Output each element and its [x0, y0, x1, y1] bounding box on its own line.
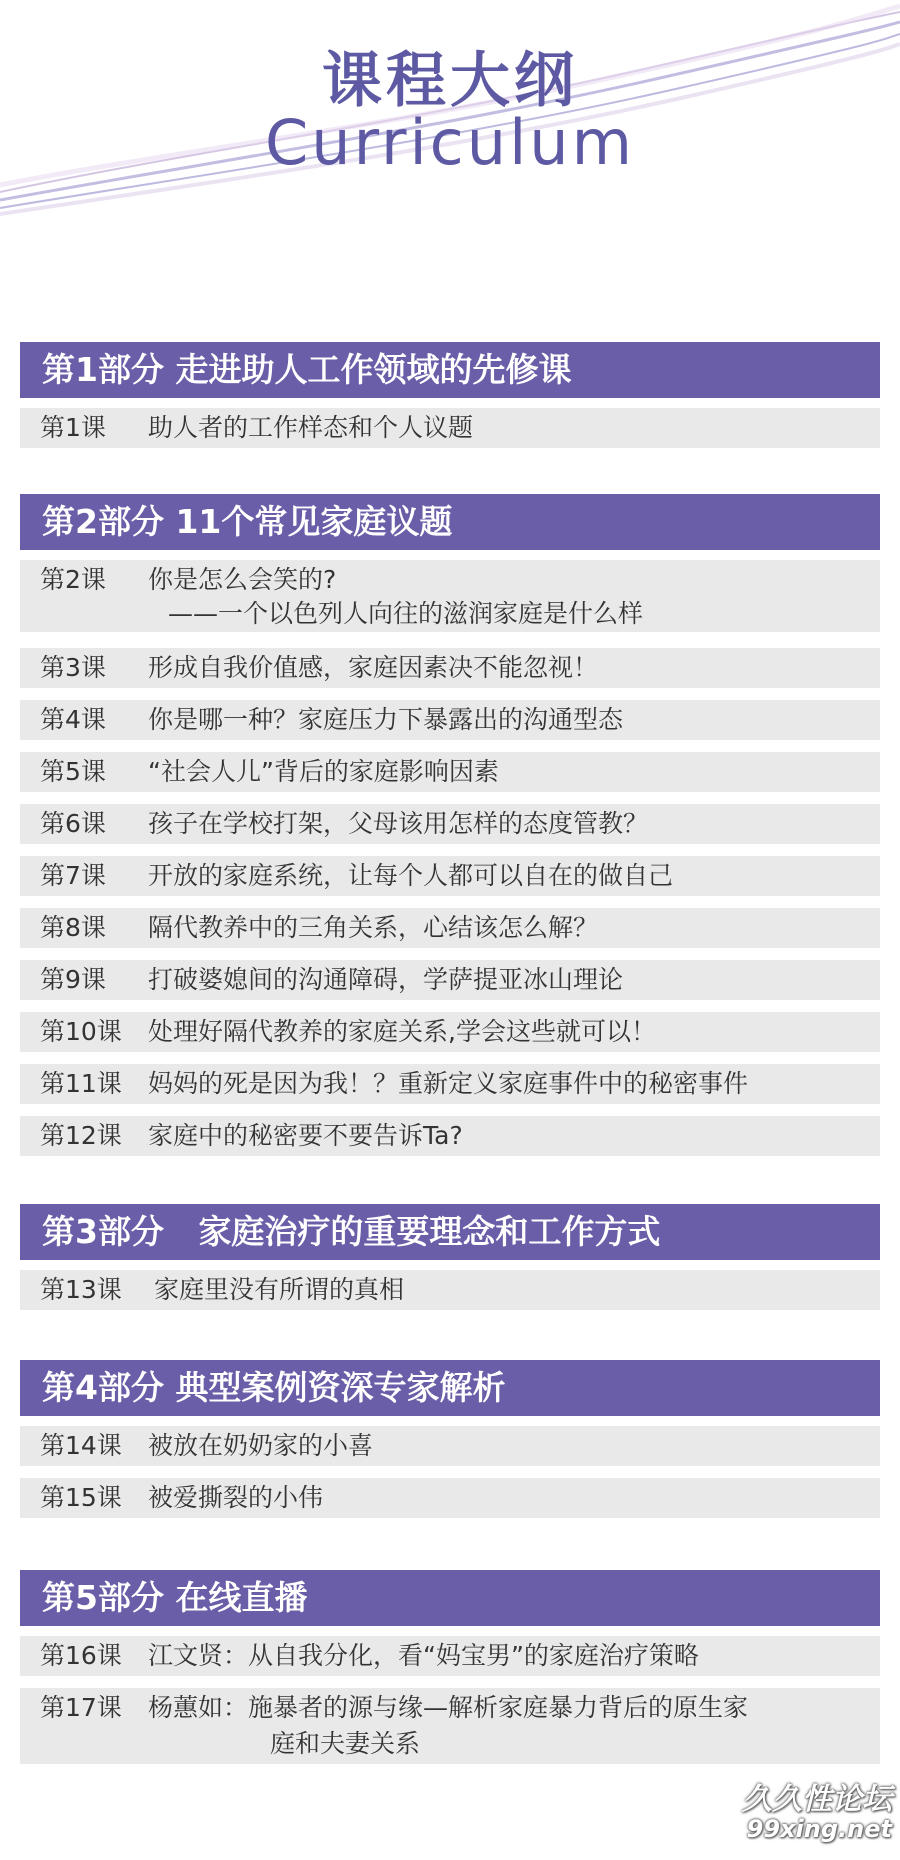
lesson-number: 第14课: [40, 1431, 122, 1460]
lesson-row: [20, 648, 880, 688]
section-header-4: 第4部分 典型案例资深专家解析: [20, 1360, 880, 1416]
lesson-row: [20, 700, 880, 740]
lesson-number: 第10课: [40, 1017, 122, 1046]
lesson-title: “社会人儿”背后的家庭影响因素: [148, 757, 499, 786]
lesson-number: 第1课: [40, 413, 106, 442]
page-title: 课程大纲: [322, 46, 578, 116]
page-header: [0, 46, 900, 179]
lesson-number: 第2课: [40, 565, 106, 594]
lesson-row: [20, 1270, 880, 1310]
lesson-row: [20, 1426, 880, 1466]
watermark: [742, 1784, 892, 1842]
lesson-title: 被爱撕裂的小伟: [148, 1483, 324, 1512]
lesson-number: 第15课: [40, 1483, 122, 1512]
lesson-number: 第6课: [40, 809, 106, 838]
lesson-title: 你是哪一种？家庭压力下暴露出的沟通型态: [148, 705, 624, 734]
lesson-row: [20, 1012, 880, 1052]
lesson-subtitle: ——一个以色列人向往的滋润家庭是什么样: [168, 599, 644, 628]
lesson-row: [20, 1064, 880, 1104]
lesson-title: 助人者的工作样态和个人议题: [148, 413, 474, 442]
lesson-row: [20, 1116, 880, 1156]
lesson-number: 第7课: [40, 861, 106, 890]
watermark-url: 99xing.net: [746, 1815, 892, 1843]
lesson-number: 第9课: [40, 965, 106, 994]
lesson-title: 家庭里没有所谓的真相: [154, 1275, 405, 1304]
lesson-number: 第11课: [40, 1069, 122, 1098]
lesson-number: 第13课: [40, 1275, 122, 1304]
lesson-row: [20, 908, 880, 948]
section-header-1: 第1部分 走进助人工作领域的先修课: [20, 342, 880, 398]
lesson-number: 第16课: [40, 1641, 122, 1670]
watermark-text: 久久性论坛: [742, 1782, 892, 1817]
lesson-title: 家庭中的秘密要不要告诉Ta?: [148, 1121, 463, 1150]
lesson-number: 第4课: [40, 705, 106, 734]
lesson-number: 第17课: [40, 1693, 122, 1722]
lesson-subtitle: 庭和夫妻关系: [270, 1729, 421, 1758]
section-header-3: 第3部分 家庭治疗的重要理念和工作方式: [20, 1204, 880, 1260]
lesson-number: 第8课: [40, 913, 106, 942]
lesson-title: 打破婆媳间的沟通障碍，学萨提亚冰山理论: [148, 965, 624, 994]
lesson-row: [20, 1478, 880, 1518]
section-header-5: 第5部分 在线直播: [20, 1570, 880, 1626]
lesson-title: 你是怎么会笑的?: [148, 565, 337, 594]
lesson-row: [20, 1688, 880, 1764]
lesson-row: [20, 1636, 880, 1676]
lesson-title: 开放的家庭系统，让每个人都可以自在的做自己: [148, 861, 674, 890]
lesson-number: 第12课: [40, 1121, 122, 1150]
lesson-number: 第5课: [40, 757, 106, 786]
lesson-title: 被放在奶奶家的小喜: [148, 1431, 374, 1460]
section-header-2: 第2部分 11个常见家庭议题: [20, 494, 880, 550]
lesson-title: 处理好隔代教养的家庭关系,学会这些就可以！: [148, 1017, 656, 1046]
lesson-title: 孩子在学校打架，父母该用怎样的态度管教？: [148, 809, 649, 838]
lesson-title: 妈妈的死是因为我！？重新定义家庭事件中的秘密事件: [148, 1069, 749, 1098]
lesson-row: [20, 804, 880, 844]
lesson-row: [20, 960, 880, 1000]
page-subtitle: Curriculum: [264, 106, 635, 179]
lesson-row: [20, 752, 880, 792]
lesson-row: [20, 408, 880, 448]
lesson-number: 第3课: [40, 653, 106, 682]
lesson-title: 杨蕙如：施暴者的源与缘—解析家庭暴力背后的原生家: [148, 1693, 749, 1722]
lesson-row: [20, 560, 880, 632]
lesson-title: 隔代教养中的三角关系，心结该怎么解？: [148, 913, 599, 942]
lesson-title: 形成自我价值感，家庭因素决不能忽视！: [148, 653, 599, 682]
lesson-title: 江文贤：从自我分化，看“妈宝男”的家庭治疗策略: [148, 1641, 699, 1670]
lesson-row: [20, 856, 880, 896]
